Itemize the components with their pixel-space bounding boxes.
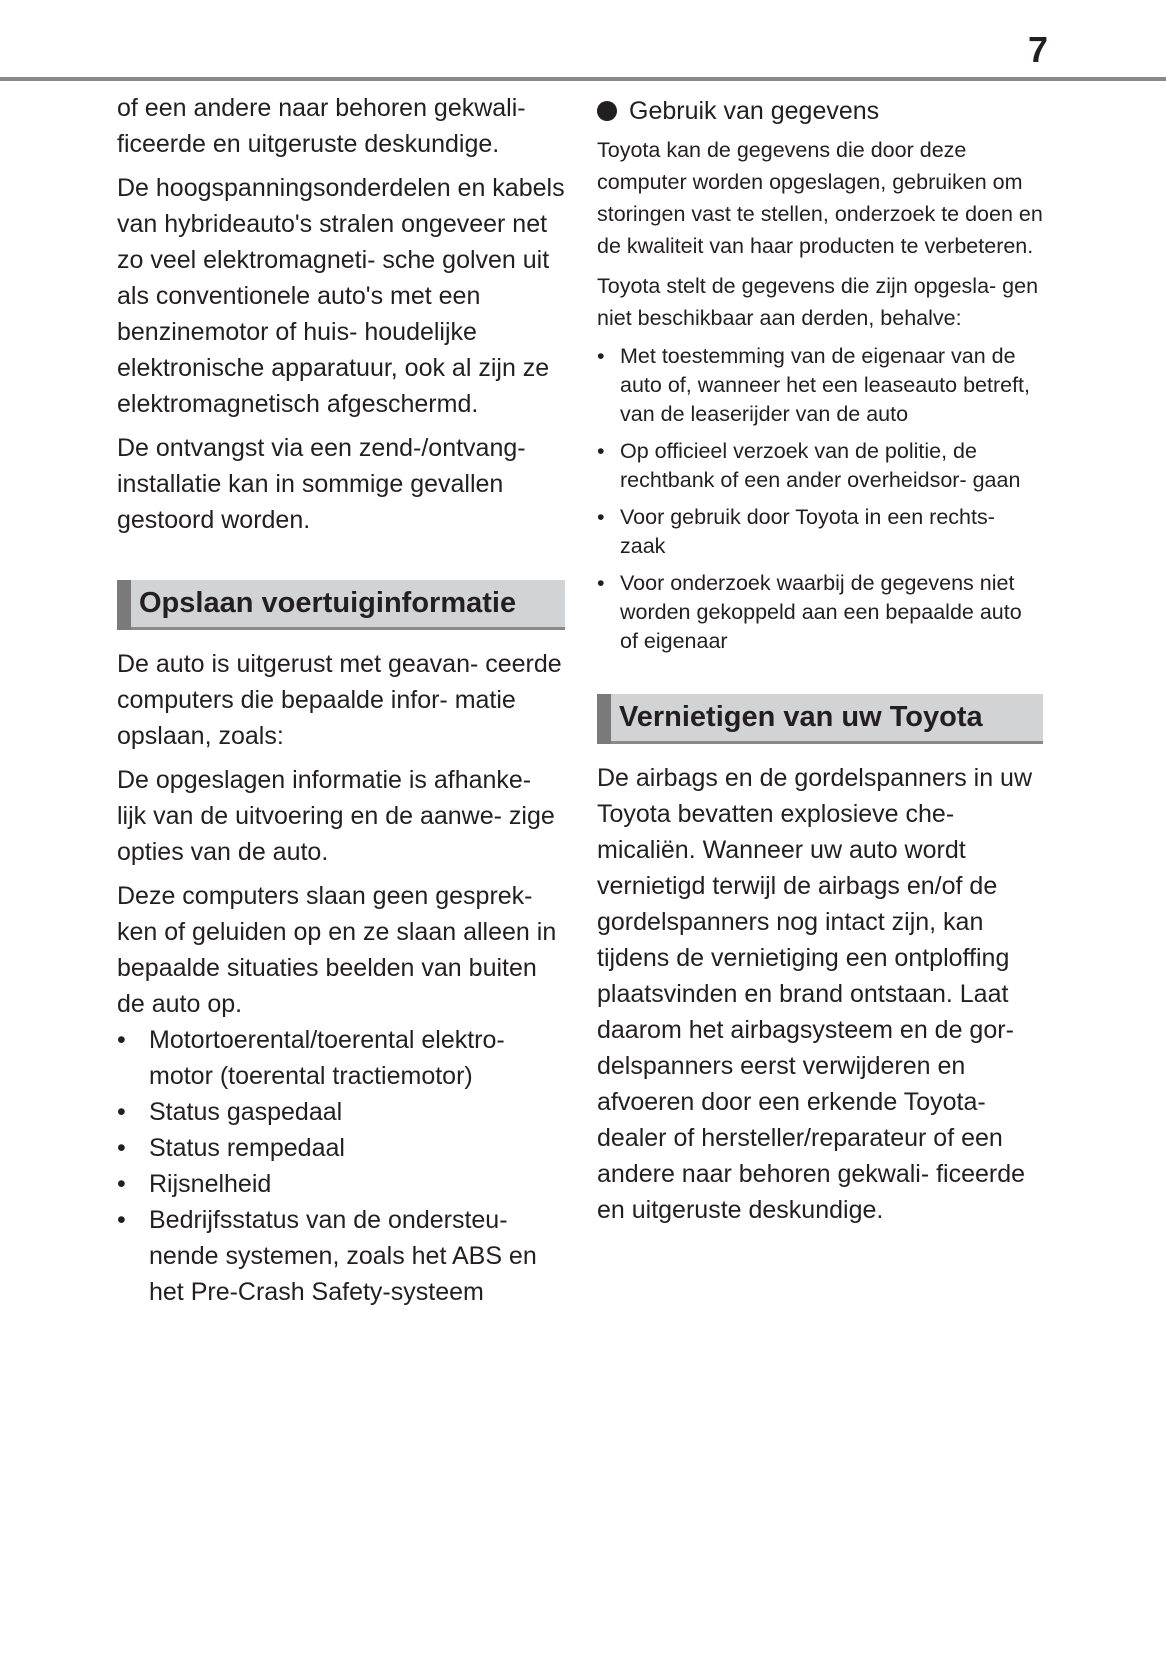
paragraph: De ontvangst via een zend-/ontvang- installatie kan in sommige gevallen gestoord worden. [117, 434, 526, 534]
section-title: Vernietigen van uw Toyota [619, 701, 983, 733]
paragraph: De opgeslagen informatie is afhanke- lijk van de uitvoering en de aanwe- zige opties van de auto. [117, 766, 555, 866]
paragraph: Deze computers slaan geen gesprek- ken of geluiden op en ze slaan alleen in bepaalde situaties beelden van buiten de auto op. [117, 882, 557, 1018]
stored-info-list [117, 1022, 565, 1310]
page-number: 7 [1028, 29, 1049, 70]
right-column [597, 90, 1043, 1228]
list-item: • Status rempedaal [117, 1130, 565, 1166]
paragraph: Toyota stelt de gegevens die zijn opgesla- gen niet beschikbaar aan derden, behalve: [597, 274, 1039, 330]
left-column [117, 90, 565, 1310]
list-item: • Bedrijfsstatus van de ondersteu- nende systemen, zoals het ABS en het Pre-Crash Safety-systeem [117, 1202, 565, 1310]
paragraph: De airbags en de gordelspanners in uw Toyota bevatten explosieve che- micaliën. Wanneer uw auto wordt vernietigd terwijl de airbags en/of de gordelspanners nog intact zijn, kan tijdens de vernietiging een ontploffing plaatsvinden en brand ontstaan. Laat daarom het airbagsysteem en de gor- delspanners eerst verwijderen en afvoeren door een erkende Toyota-dealer of hersteller/reparateur of een andere naar behoren gekwali- ficeerde en uitgeruste deskundige. [597, 764, 1032, 1224]
section-heading-opslaan [117, 580, 565, 630]
list-item: • Op officieel verzoek van de politie, de rechtbank of een ander overheidsor- gaan [597, 437, 1043, 495]
paragraph: De auto is uitgerust met geavan- ceerde computers die bepaalde infor- matie opslaan, zoals: [117, 650, 562, 750]
paragraph: De hoogspanningsonderdelen en kabels van hybrideauto's stralen ongeveer net zo veel elektromagneti- sche golven uit als conventionele auto's met een benzinemotor of huis- houdelijke elektronische apparatuur, ook al zijn ze elektromagnetisch afgeschermd. [117, 174, 565, 418]
list-item: • Motortoerental/toerental elektro- motor (toerental tractiemotor) [117, 1022, 565, 1094]
list-item: • Voor onderzoek waarbij de gegevens niet worden gekoppeld aan een bepaalde auto of eigenaar [597, 569, 1043, 656]
list-item: • Rijsnelheid [117, 1166, 565, 1202]
paragraph: Toyota kan de gegevens die door deze computer worden opgeslagen, gebruiken om storingen vast te stellen, onderzoek te doen en de kwaliteit van haar producten te verbeteren. [597, 138, 1043, 258]
data-disclosure-list [597, 342, 1043, 656]
subheading [597, 96, 1043, 126]
section-heading-vernietigen [597, 694, 1043, 744]
header-rule [0, 77, 1166, 81]
paragraph: of een andere naar behoren gekwali- ficeerde en uitgeruste deskundige. [117, 94, 526, 158]
bullet-dot-icon [597, 101, 617, 121]
subheading-text: Gebruik van gegevens [629, 97, 880, 125]
list-item: • Met toestemming van de eigenaar van de auto of, wanneer het een leaseauto betreft, van de leaserijder van de auto [597, 342, 1043, 429]
list-item: • Status gaspedaal [117, 1094, 565, 1130]
list-item: • Voor gebruik door Toyota in een rechts- zaak [597, 503, 1043, 561]
section-title: Opslaan voertuiginformatie [139, 587, 517, 619]
